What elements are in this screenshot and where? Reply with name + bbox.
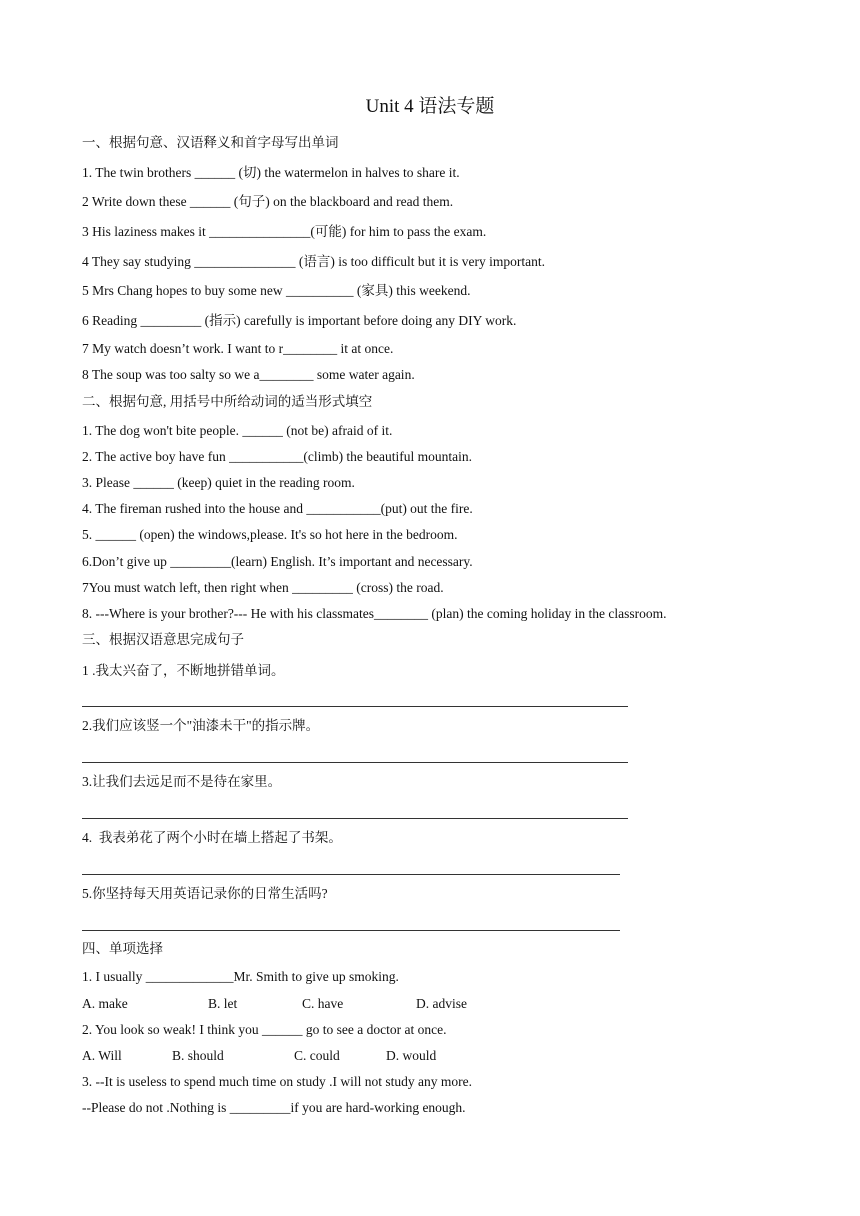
- section2-item-3: 3. Please ______ (keep) quiet in the reading room.: [82, 475, 355, 490]
- mc-q2-option-b: B. should: [172, 1048, 224, 1063]
- section1-item-8: 8 The soup was too salty so we a________ some water again.: [82, 367, 415, 382]
- section2-item-2: 2. The active boy have fun ___________(climb) the beautiful mountain.: [82, 449, 473, 464]
- section1-item-4: 4 They say studying _______________ (语言) is too difficult but it is very important.: [82, 254, 545, 269]
- mc-q2-option-d: D. would: [386, 1048, 437, 1063]
- section3-item-2: 2.我们应该竖一个"油漆未干"的指示牌。: [82, 718, 320, 733]
- section1-item-1: 1. The twin brothers ______ (切) the watermelon in halves to share it.: [82, 165, 460, 180]
- mc-q3-line2: --Please do not .Nothing is _________if you are hard-working enough.: [82, 1100, 466, 1115]
- answer-line-4: [82, 874, 620, 875]
- section3-item-3: 3.让我们去远足而不是待在家里。: [82, 774, 282, 789]
- mc-q1-option-a: A. make: [82, 996, 128, 1011]
- mc-q2-option-c: C. could: [294, 1048, 340, 1063]
- section1-heading: 一、根据句意、汉语释义和首字母写出单词: [82, 135, 339, 150]
- mc-q1-option-c: C. have: [302, 996, 344, 1011]
- answer-line-2: [82, 762, 628, 763]
- answer-line-5: [82, 930, 620, 931]
- section2-item-7: 7You must watch left, then right when _________ (cross) the road.: [82, 580, 444, 595]
- mc-q2-option-a: A. Will: [82, 1048, 122, 1063]
- section2-heading: 二、根据句意, 用括号中所给动词的适当形式填空: [82, 394, 373, 409]
- answer-line-3: [82, 818, 628, 819]
- mc-q1-option-d: D. advise: [416, 996, 467, 1011]
- mc-q3-stem: 3. --It is useless to spend much time on study .I will not study any more.: [82, 1074, 472, 1089]
- section3-item-1: 1 .我太兴奋了，不断地拼错单词。: [82, 663, 285, 678]
- section1-item-3: 3 His laziness makes it _______________(可能) for him to pass the exam.: [82, 224, 487, 239]
- section3-heading: 三、根据汉语意思完成句子: [82, 632, 244, 647]
- page-title: Unit 4 语法专题: [365, 96, 495, 117]
- section3-item-5: 5.你坚持每天用英语记录你的日常生活吗?: [82, 886, 328, 901]
- mc-q1-stem: 1. I usually _____________Mr. Smith to give up smoking.: [82, 969, 399, 984]
- mc-q1-option-b: B. let: [208, 996, 238, 1011]
- section2-item-5: 5. ______ (open) the windows,please. It's so hot here in the bedroom.: [82, 527, 458, 542]
- section4-heading: 四、单项选择: [82, 941, 163, 956]
- section1-item-6: 6 Reading _________ (指示) carefully is important before doing any DIY work.: [82, 313, 517, 328]
- section1-item-2: 2 Write down these ______ (句子) on the blackboard and read them.: [82, 194, 454, 209]
- section2-item-8: 8. ---Where is your brother?--- He with his classmates________ (plan) the coming holiday in the classroom.: [82, 606, 667, 621]
- mc-q2-stem: 2. You look so weak! I think you ______ go to see a doctor at once.: [82, 1022, 447, 1037]
- section2-item-1: 1. The dog won't bite people. ______ (not be) afraid of it.: [82, 423, 393, 438]
- section2-item-4: 4. The fireman rushed into the house and ___________(put) out the fire.: [82, 501, 473, 516]
- section1-item-7: 7 My watch doesn’t work. I want to r________ it at once.: [82, 341, 394, 356]
- answer-line-1: [82, 706, 628, 707]
- section3-item-4: 4. 我表弟花了两个小时在墙上搭起了书架。: [82, 830, 342, 845]
- section2-item-6: 6.Don’t give up _________(learn) English. It’s important and necessary.: [82, 554, 473, 569]
- section1-item-5: 5 Mrs Chang hopes to buy some new __________ (家具) this weekend.: [82, 283, 471, 298]
